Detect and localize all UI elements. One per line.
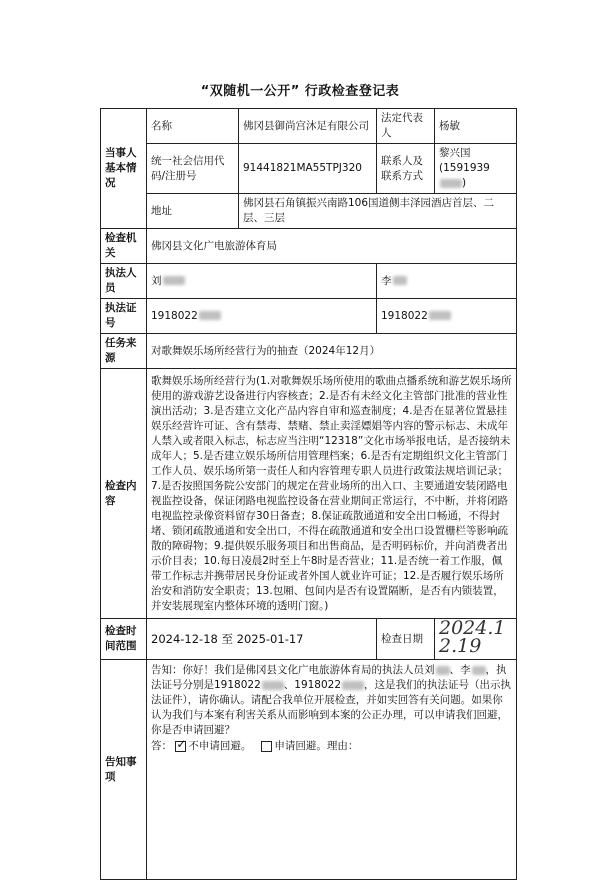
redaction-mark (440, 179, 462, 188)
credit-code-label: 统一社会信用代码/注册号 (147, 144, 239, 194)
cert-label: 执法证号 (101, 299, 147, 334)
handwritten-date: 2024.12.19 (439, 617, 506, 657)
no-recusal-checkbox[interactable] (175, 741, 186, 752)
notice-text (151, 663, 512, 738)
task-value: 对歌舞娱乐场所经营行为的抽查（2024年12月） (147, 334, 517, 369)
address-value: 佛冈县石角镇振兴南路106国道侧丰泽园酒店首层、二层、三层 (239, 194, 517, 229)
inspection-date (435, 619, 517, 660)
period-label: 检查时间范围 (101, 619, 147, 660)
notice-body (147, 660, 517, 880)
period-value: 2024-12-18 至 2025-01-17 (147, 619, 377, 660)
notice-part: 、1918022 (283, 679, 342, 691)
notice-part: 告知：你好！我们是佛冈县文化广电旅游体育局的执法人员刘 (151, 664, 435, 676)
cert-1-number: 1918022 (151, 309, 198, 322)
notice-label: 告知事项 (101, 660, 147, 880)
contact-label: 联系人及联系方式 (377, 144, 435, 194)
party-section-label: 当事人基本情况 (101, 109, 147, 229)
redaction-mark (436, 666, 450, 675)
inspection-form (100, 108, 517, 880)
notice-part: 1918022 (214, 679, 261, 691)
redaction-mark (163, 276, 185, 285)
cert-2 (377, 299, 517, 334)
officers-label: 执法人员 (101, 264, 147, 299)
redaction-mark (342, 681, 364, 690)
address-label: 地址 (147, 194, 239, 229)
recusal-checkbox[interactable] (261, 741, 272, 752)
contact-value (435, 144, 517, 194)
date-label: 检查日期 (377, 619, 435, 660)
name-value: 佛冈县御尚宫沐足有限公司 (239, 109, 377, 144)
officer-1-name: 刘 (151, 274, 162, 287)
recusal-label: 申请回避。理由： (274, 740, 359, 752)
notice-part: ，执法证号分别是 (151, 664, 507, 691)
officer-2 (377, 264, 517, 299)
agency-value: 佛冈县文化广电旅游体育局 (147, 229, 517, 264)
notice-answer (151, 739, 512, 754)
contact-name: 黎兴国 (439, 147, 471, 159)
redaction-mark (393, 276, 407, 285)
redaction-mark (262, 681, 284, 690)
redaction-mark (472, 666, 486, 675)
legal-rep-label: 法定代表人 (377, 109, 435, 144)
cert-2-number: 1918022 (381, 309, 428, 322)
credit-code-value: 91441821MA55TPJ320 (239, 144, 377, 194)
answer-label: 答： (151, 740, 172, 752)
contact-phone: (1591939 (439, 162, 490, 174)
notice-part: 、李 (449, 664, 471, 676)
form-title: “双随机一公开” 行政检查登记表 (200, 84, 400, 99)
redaction-mark (199, 311, 221, 320)
name-label: 名称 (147, 109, 239, 144)
notice-part: ，这是我们的执法证号（出示执法证件），请你确认。请配合我单位开展检查，并如实回答有关问题。如果你认为我们与本案有利害关系从而影响到本案的公正办理，可以申请我们回避，你是否申请回避？ (151, 679, 512, 736)
no-recusal-label: 不申请回避。 (188, 740, 252, 752)
contact-phone-end: ) (462, 177, 467, 189)
legal-rep-value: 杨敏 (435, 109, 517, 144)
officer-2-name: 李 (381, 274, 392, 287)
content-text: 歌舞娱乐场所经营行为(1.对歌舞娱乐场所使用的歌曲点播系统和游艺娱乐场所使用的游戏游艺设备进行内容核查；2.是否有未经文化主管部门批准的营业性演出活动；3.是否建立文化产品内容自审和巡查制度；4.是否在显著位置悬挂娱乐经营许可证、含有禁毒、禁赌、禁止卖淫嫖娼等内容的警示标志、未成年人禁入或者限入标志，标志应当注明“12318”文化市场举报电话，是否接纳未成年人；5.是否建立娱乐场所信用管理档案；6.是否有定期组织文化主管部门工作人员、娱乐场所第一责任人和内容管理专职人员进行政策法规培训记录；7.是否按照国务院公安部门的规定在营业场所的出入口、主要通道安装闭路电视监控设备，保证闭路电视监控设备在营业期间正常运行，不中断，并将闭路电视监控录像资料留存30日备查；8.保证疏散通道和安全出口畅通，不得封堵、锁闭疏散通道和安全出口，不得在疏散通道和安全出口设置栅栏等影响疏散的障碍物；9.提供娱乐服务项目和出售商品，是否明码标价，并向消费者出示价目表；10.每日凌晨2时至上午8时是否营业；11.是否统一着工作服，佩带工作标志并携带居民身份证或者外国人就业许可证；12.是否履行娱乐场所治安和消防安全职责；13.包厢、包间内是否有设置隔断，是否有内锁装置，并安装展现室内整体环境的透明门窗。) (147, 369, 517, 619)
redaction-mark (429, 311, 451, 320)
task-label: 任务来源 (101, 334, 147, 369)
officer-1 (147, 264, 377, 299)
cert-1 (147, 299, 377, 334)
content-label: 检查内容 (101, 369, 147, 619)
agency-label: 检查机关 (101, 229, 147, 264)
